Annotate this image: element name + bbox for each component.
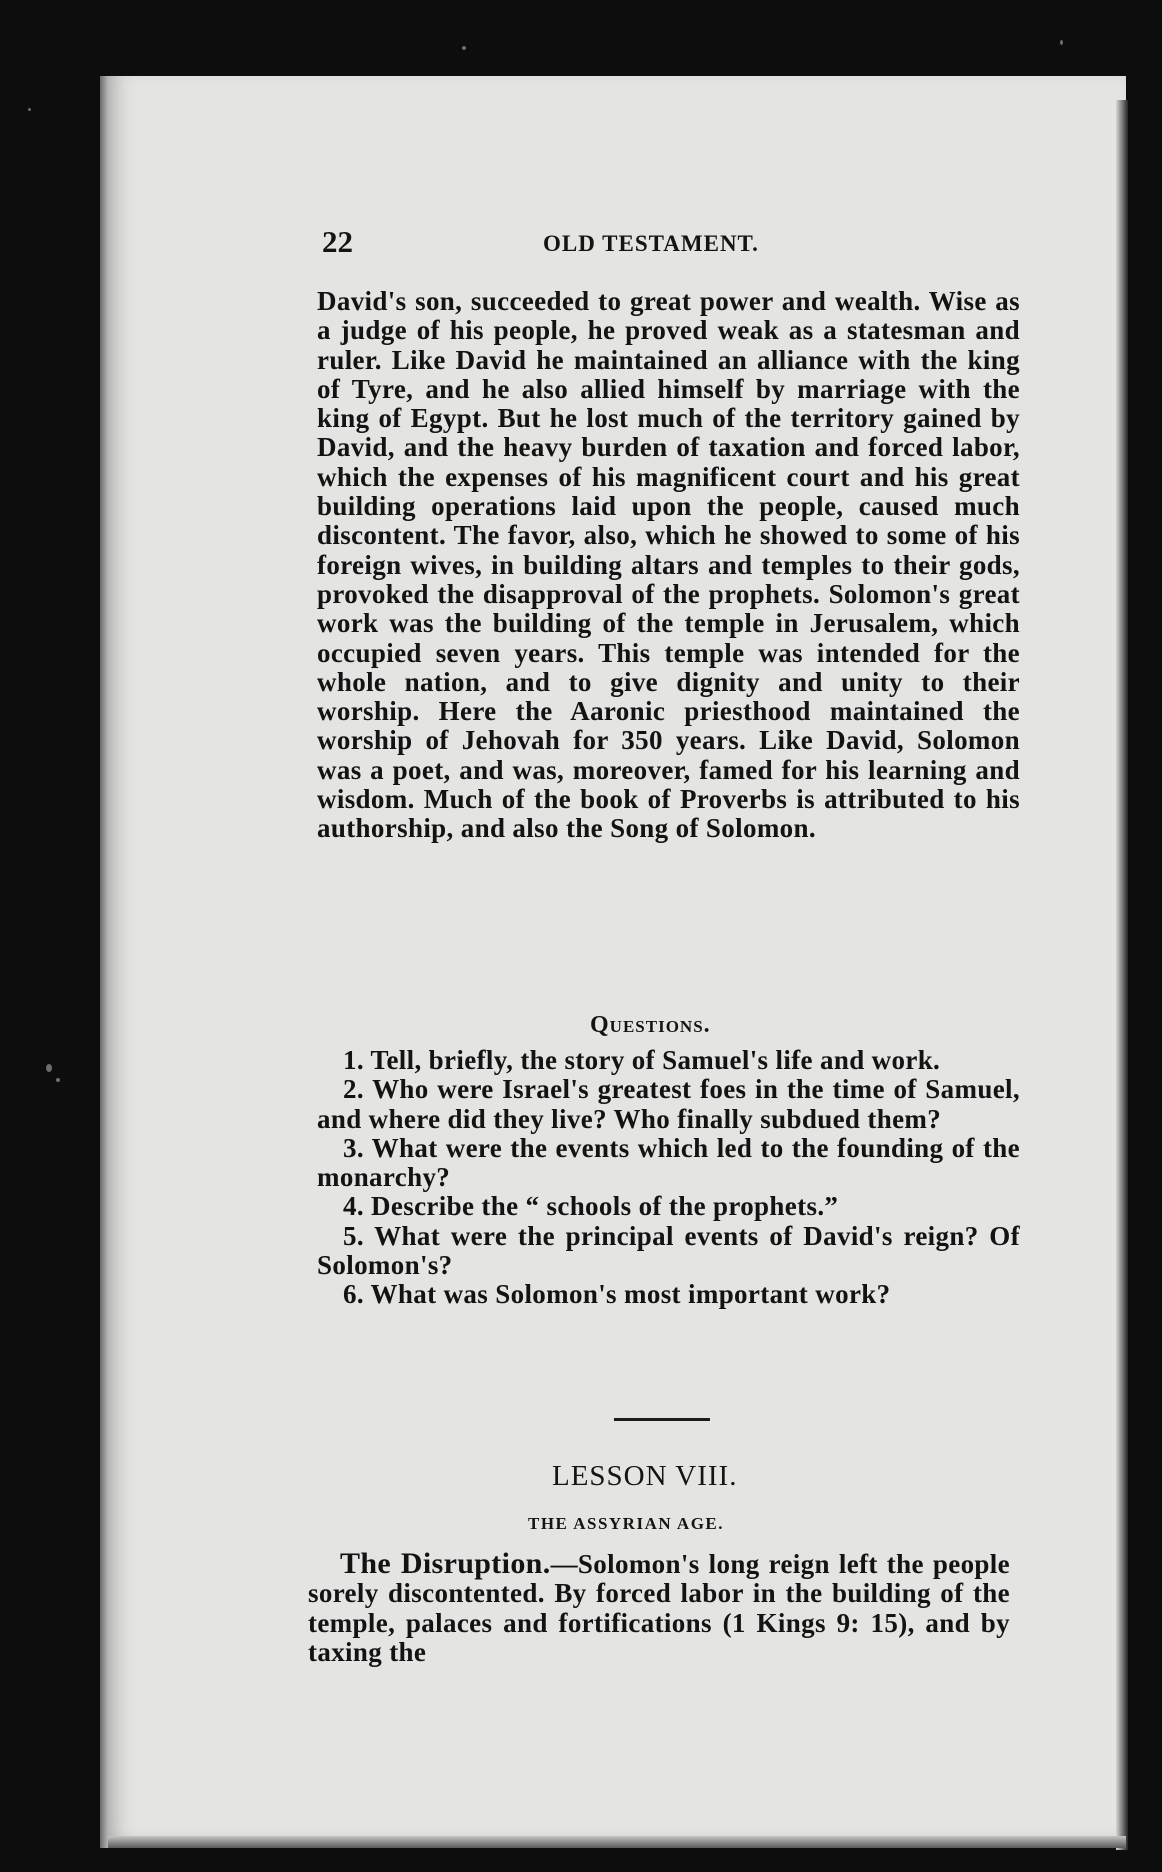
- question-item: 3. What were the events which led to the founding of the monarchy?: [317, 1132, 1020, 1193]
- page-number: 22: [322, 224, 353, 259]
- question-item: 1. Tell, briefly, the story of Samuel's life and work.: [343, 1045, 941, 1075]
- body-paragraph-block: [317, 287, 1020, 844]
- section-divider: [614, 1418, 710, 1421]
- running-head: [322, 224, 1022, 260]
- scan-speck: [462, 46, 466, 50]
- lesson-subtitle: THE ASSYRIAN AGE.: [528, 1514, 725, 1533]
- questions-heading: Questions.: [590, 1012, 711, 1038]
- body-paragraph: David's son, succeeded to great power and wealth. Wise as a judge of his people, he proved weak as a statesman and ruler. Like David he maintained an alliance with the king of Tyre, and he also allied himself by marriage with the king of Egypt. But he lost much of the territory gained by David, and the heavy burden of taxation and forced labor, which the expenses of his magnificent court and his great building operations laid upon the people, caused much discontent. The favor, also, which he showed to some of his foreign wives, in building altars and temples to their gods, provoked the disapproval of the prophets. Solomon's great work was the building of the temple in Jerusalem, which occupied seven years. This temple was intended for the whole nation, and to give dignity and unity to their worship. Here the Aaronic priesthood maintained the worship of Jehovah for 350 years. Like David, Solomon was a poet, and was, moreover, famed for his learning and wisdom. Much of the book of Proverbs is attributed to his authorship, and also the Song of Solomon.: [317, 286, 1020, 844]
- page-bottom-edge: [108, 1836, 1126, 1848]
- questions-list: [317, 1046, 1020, 1310]
- question-item: 6. What was Solomon's most important work?: [343, 1279, 891, 1310]
- run-in-heading: The Disruption.: [340, 1547, 551, 1580]
- lesson-paragraph: [308, 1549, 1010, 1667]
- page-right-edge: [1116, 100, 1128, 1850]
- scan-speck: [56, 1078, 60, 1082]
- scan-speck: [46, 1064, 52, 1072]
- question-item: 4. Describe the “ schools of the prophets.”: [343, 1191, 839, 1222]
- running-head-title: OLD TESTAMENT.: [543, 231, 759, 256]
- question-item: 5. What were the principal events of David's reign? Of Solomon's?: [317, 1220, 1020, 1281]
- scan-speck: [1060, 40, 1063, 45]
- scan-speck: [28, 108, 31, 111]
- lesson-title: LESSON VIII.: [552, 1460, 738, 1492]
- lesson-paragraph-block: [308, 1549, 1010, 1667]
- question-item: 2. Who were Israel's greatest foes in the time of Samuel, and where did they live? Who finally subdued them?: [317, 1074, 1020, 1134]
- lesson-paragraph-text: —Solomon's long reign left the people sorely discontented. By forced labor in the building of the temple, palaces and fortifications (1 Kings 9: 15), and by taxing the: [308, 1549, 1010, 1667]
